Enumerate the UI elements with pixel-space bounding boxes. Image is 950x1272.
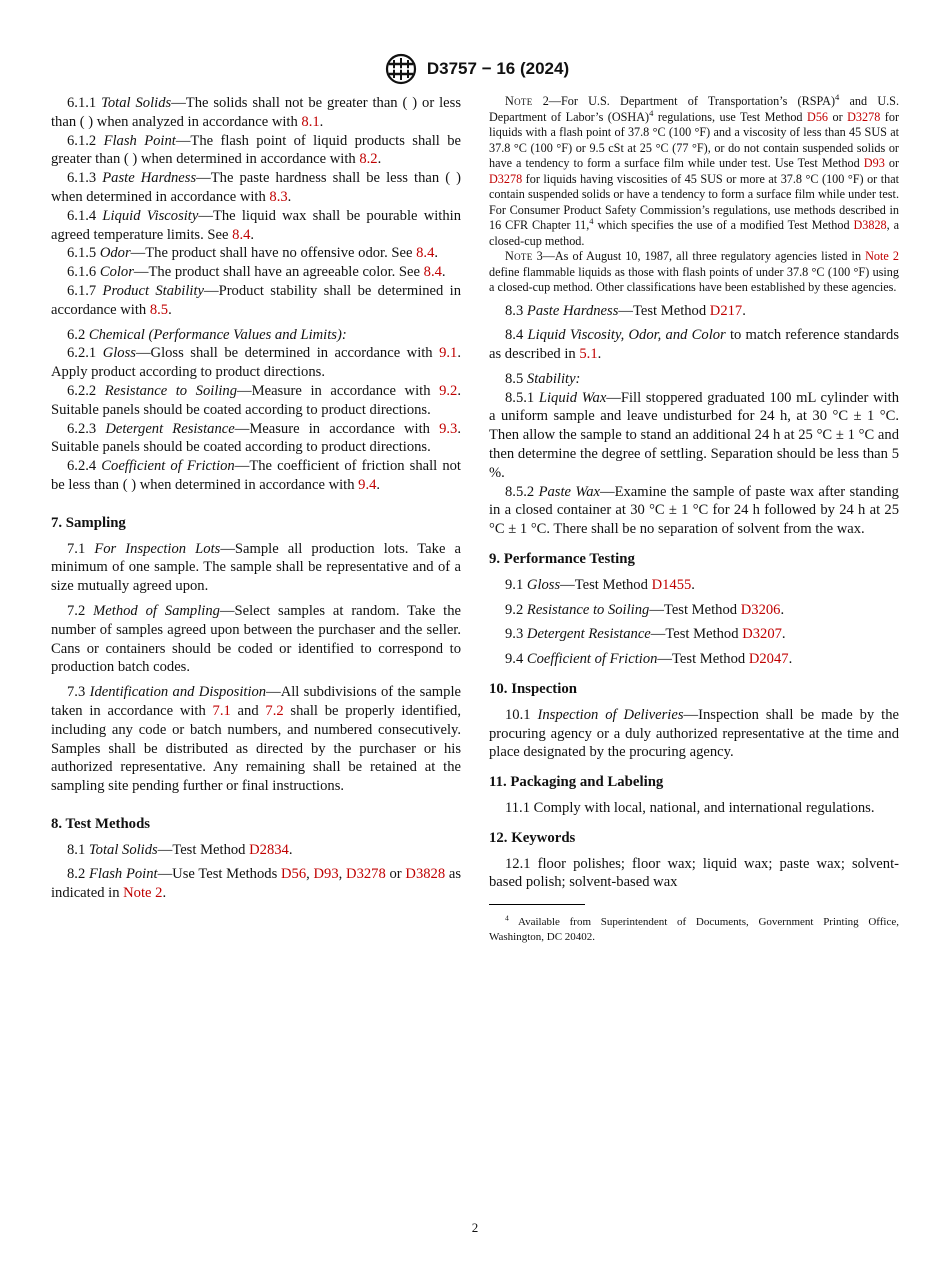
section-8-2: 8.2 Flash Point—Use Test Methods D56, D93, D3278 or D3828 as indicated in Note 2. (51, 866, 462, 902)
xref-d217[interactable]: D217 (709, 302, 743, 319)
section-8-1: 8.1 Total Solids—Test Method D2834. (67, 841, 293, 858)
xref-d1455[interactable]: D1455 (651, 576, 692, 593)
section-12-1: 12.1 floor polishes; floor wax; liquid wax; paste wax; solvent-based polish; solvent-based wax (489, 855, 899, 891)
xref-d3278[interactable]: D3278 (489, 171, 523, 186)
footnote-4: $^4$ Available from Superintendent of Documents, Government Printing Office, Washington, DC 20402. (489, 913, 899, 943)
section-8-3: 8.3 Paste Hardness—Test Method D217. (505, 302, 746, 319)
section-8-5: 8.5 Stability: (505, 370, 581, 387)
section-6-1-6: 6.1.6 Color—The product shall have an agreeable color. See 8.4. (67, 264, 446, 281)
xref-5-1[interactable]: 5.1 (579, 346, 598, 363)
xref-7-2[interactable]: 7.2 (265, 702, 284, 719)
section-10-1: 10.1 Inspection of Deliveries—Inspection shall be made by the procuring agency or a duly authorized representative at the time and place designated by the procuring agency. (489, 706, 899, 761)
astm-logo-icon (381, 53, 421, 85)
section-6-2-4: 6.2.4 Coefficient of Friction—The coefficient of friction shall not be less than ( ) when determined in accordance with 9.4. (51, 458, 461, 493)
xref-note-2[interactable]: Note 2 (123, 885, 163, 902)
section-6-1-7: 6.1.7 Product Stability—Product stability shall be determined in accordance with 8.5. (51, 282, 462, 318)
section-8-5-1: 8.5.1 Liquid Wax—Fill stoppered graduated 100 mL cylinder with a uniform sample and leave undisturbed for 24 h, at 30 °C ± 1 °C. Then allow the sample to stand an additional 24 h at 25 °C ± 1 °C and then determine the degree of settling. Separation should be less than 5 %. (489, 389, 899, 481)
section-11-1: 11.1 Comply with local, national, and international regulations. (505, 800, 875, 817)
document-designation: D3757 − 16 (2024) (426, 59, 570, 78)
heading-sampling: 7. Sampling (51, 514, 126, 531)
xref-d3206[interactable]: D3206 (740, 601, 781, 618)
page-number: 2 (471, 1220, 479, 1235)
xref-8-4[interactable]: 8.4 (232, 226, 251, 243)
xref-d2047[interactable]: D2047 (748, 651, 789, 668)
xref-d56[interactable]: D56 (280, 866, 307, 883)
xref-8-4[interactable]: 8.4 (416, 245, 435, 262)
xref-9-1[interactable]: 9.1 (439, 345, 458, 362)
heading-inspection: 10. Inspection (489, 681, 577, 698)
xref-8-2[interactable]: 8.2 (359, 151, 378, 168)
section-6-1-5: 6.1.5 Odor—The product shall have no offensive odor. See 8.4. (67, 245, 439, 262)
xref-d93[interactable]: D93 (863, 156, 885, 170)
xref-d3828[interactable]: D3828 (853, 218, 887, 232)
section-9-3: 9.3 Detergent Resistance—Test Method D3207. (505, 626, 786, 643)
xref-9-3[interactable]: 9.3 (439, 420, 458, 437)
xref-d3207[interactable]: D3207 (742, 626, 782, 643)
right-column (489, 91, 900, 944)
section-6-1-3: 6.1.3 Paste Hardness—The paste hardness shall be less than ( ) when determined in accordance with 8.3. (51, 170, 461, 205)
xref-d3828[interactable]: D3828 (405, 866, 446, 883)
xref-d93[interactable]: D93 (313, 866, 339, 883)
section-6-1-4: 6.1.4 Liquid Viscosity—The liquid wax shall be pourable within agreed temperature limits. See 8.4. (51, 207, 462, 243)
note-2: Note 2—For U.S. Department of Transportation’s (RSPA)$^4$ and U.S. Department of Labor’s (OSHA)$^4$ regulations, use Test Method D56 or D3278 for liquids with a flash point of 37.8 °C (100 °F) and a viscosity of less than 45 SUS at 37.8 °C (100 °F) or 9.5 cSt at 25 °C (77 °F), or do not contain suspended solids or have a tendency to form a surface film while under test. Use Test Method D93 or D3278 for liquids having viscosities of 45 SUS or more at 37.8 °C (100 °F) or that contain suspended solids or have a tendency to form a surface film while under test. For Consumer Product Safety Commission’s regulations, use methods described in 16 CFR Chapter 11,$^4$ which specifies the use of a modified Test Method D3828, a closed-cup method. (489, 91, 900, 248)
xref-8-3[interactable]: 8.3 (269, 188, 288, 205)
heading-packaging-labeling: 11. Packaging and Labeling (489, 774, 664, 791)
xref-d2834[interactable]: D2834 (249, 841, 289, 858)
section-6-1-1: 6.1.1 Total Solids—The solids shall not be greater than ( ) or less than ( ) when analyzed in accordance with 8.1. (51, 95, 462, 130)
xref-d3278[interactable]: D3278 (847, 109, 881, 124)
xref-8-4[interactable]: 8.4 (423, 264, 442, 281)
section-9-1: 9.1 Gloss—Test Method D1455. (505, 576, 695, 593)
section-6-2-3: 6.2.3 Detergent Resistance—Measure in accordance with 9.3. Suitable panels should be coated according to product directions. (51, 420, 461, 456)
section-7-3: 7.3 Identification and Disposition—All subdivisions of the sample taken in accordance with 7.1 and 7.2 shall be properly identified, including any code or batch numbers, and numbered consecutively. Samples shall be distributed as directed by the purchaser or his authorized representative. Any remaining shall be retained at the sampling site pending further or final instructions. (51, 684, 462, 795)
xref-d56[interactable]: D56 (807, 109, 829, 124)
section-6-1-2: 6.1.2 Flash Point—The flash point of liquid products shall be greater than ( ) when determined in accordance with 8.2. (51, 132, 461, 168)
left-column (51, 94, 461, 903)
heading-keywords: 12. Keywords (489, 829, 576, 846)
page-header (0, 52, 950, 86)
note-3: Note 3—As of August 10, 1987, all three regulatory agencies listed in Note 2 define flammable liquids as those with flash points of under 37.8 °C (100 °F) using a closed-cup method. Other classifications have been established by these agencies. (489, 249, 899, 294)
xref-9-2[interactable]: 9.2 (439, 382, 458, 399)
xref-9-4[interactable]: 9.4 (358, 476, 377, 493)
heading-test-methods: 8. Test Methods (51, 815, 151, 832)
xref-d3278[interactable]: D3278 (346, 866, 386, 883)
section-6-2: 6.2 Chemical (Performance Values and Limits): (67, 326, 347, 343)
section-6-2-1: 6.2.1 Gloss—Gloss shall be determined in accordance with 9.1. Apply product according to product directions. (51, 345, 461, 381)
section-7-1: 7.1 For Inspection Lots—Sample all production lots. Take a minimum of one sample. The sample shall be representative and of a size mutually agreed upon. (51, 540, 461, 595)
section-8-4: 8.4 Liquid Viscosity, Odor, and Color to match reference standards as described in 5.1. (489, 327, 900, 363)
xref-8-1[interactable]: 8.1 (301, 113, 320, 130)
section-7-2: 7.2 Method of Sampling—Select samples at random. Take the number of samples agreed upon between the purchaser and the seller. Cans or containers should be coded or identified to correspond to production batch codes. (51, 602, 461, 676)
section-9-2: 9.2 Resistance to Soiling—Test Method D3206. (505, 601, 785, 618)
heading-performance-testing: 9. Performance Testing (489, 551, 635, 568)
xref-7-1[interactable]: 7.1 (212, 702, 231, 719)
footnote-divider (489, 904, 585, 905)
xref-8-5[interactable]: 8.5 (149, 301, 169, 318)
section-9-4: 9.4 Coefficient of Friction—Test Method D2047. (505, 651, 793, 668)
section-8-5-2: 8.5.2 Paste Wax—Examine the sample of paste wax after standing in a closed container at 30 °C ± 1 °C for 24 h followed by 24 h at 25 °C ± 1 °C. There shall be no separation of solvent from the wax. (489, 483, 899, 538)
section-6-2-2: 6.2.2 Resistance to Soiling—Measure in accordance with 9.2. Suitable panels should be coated according to product directions. (51, 382, 461, 418)
xref-note-2[interactable]: Note 2 (865, 249, 899, 263)
